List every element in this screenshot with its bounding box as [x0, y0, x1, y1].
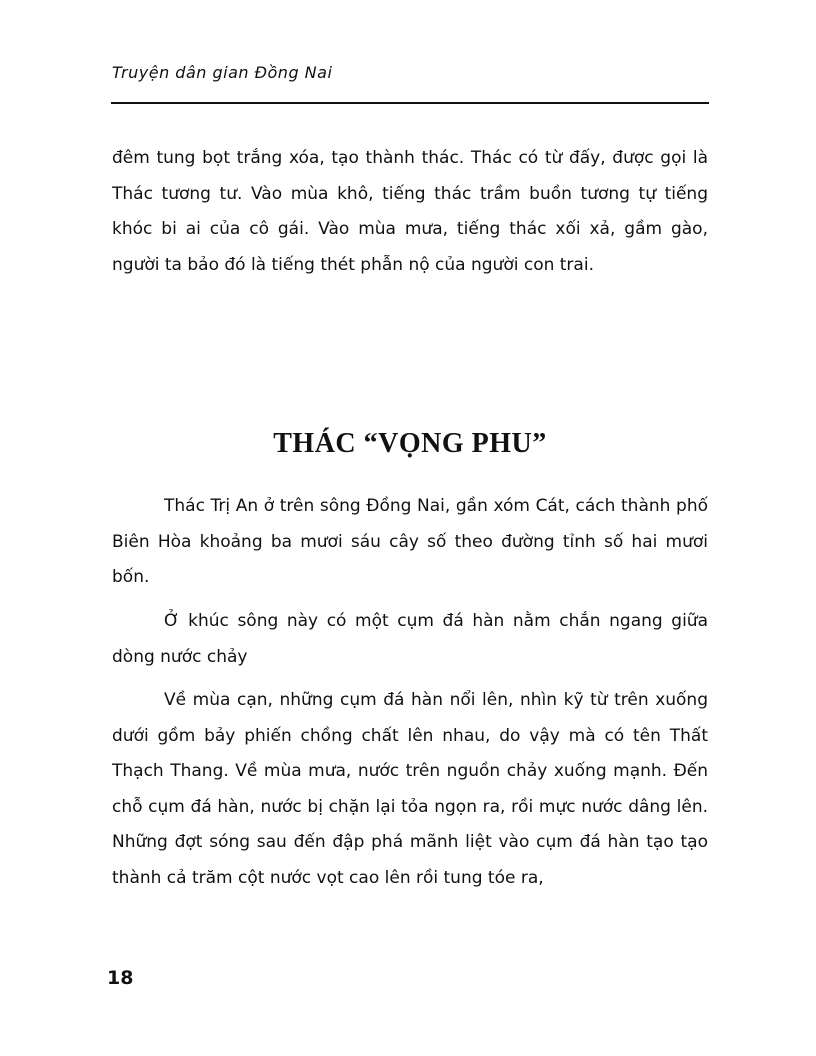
- paragraph-continued: đêm tung bọt trắng xóa, tạo thành thác. Thác có từ đấy, được gọi là Thác tương tư. Vào mùa khô, tiếng thác trầm buồn tương tự tiếng khóc bi ai của cô gái. Vào mùa mưa, tiếng thác xối xả, gầm gào, người ta bảo đó là tiếng thét phẫn nộ của người con trai.: [112, 148, 708, 275]
- paragraph: Về mùa cạn, những cụm đá hàn nổi lên, nhìn kỹ từ trên xuống dưới gồm bảy phiến chồng chất lên nhau, do vậy mà có tên Thất Thạch Thang. Về mùa mưa, nước trên nguồn chảy xuống mạnh. Đến chỗ cụm đá hàn, nước bị chặn lại tỏa ngọn ra, rồi mực nước dâng lên. Những đợt sóng sau đến đập phá mãnh liệt vào cụm đá hàn tạo tạo thành cả trăm cột nước vọt cao lên rồi tung tóe ra,: [112, 690, 708, 888]
- section-title: THÁC “VỌNG PHU”: [273, 428, 547, 459]
- paragraph: Ở khúc sông này có một cụm đá hàn nằm chắn ngang giữa dòng nước chảy: [112, 611, 708, 667]
- header-divider: [111, 102, 709, 104]
- page-number: 18: [107, 967, 134, 989]
- running-header: Truyện dân gian Đồng Nai: [112, 63, 333, 82]
- paragraph: Thác Trị An ở trên sông Đồng Nai, gần xóm Cát, cách thành phố Biên Hòa khoảng ba mươi sáu cây số theo đường tỉnh số hai mươi bốn.: [112, 496, 708, 587]
